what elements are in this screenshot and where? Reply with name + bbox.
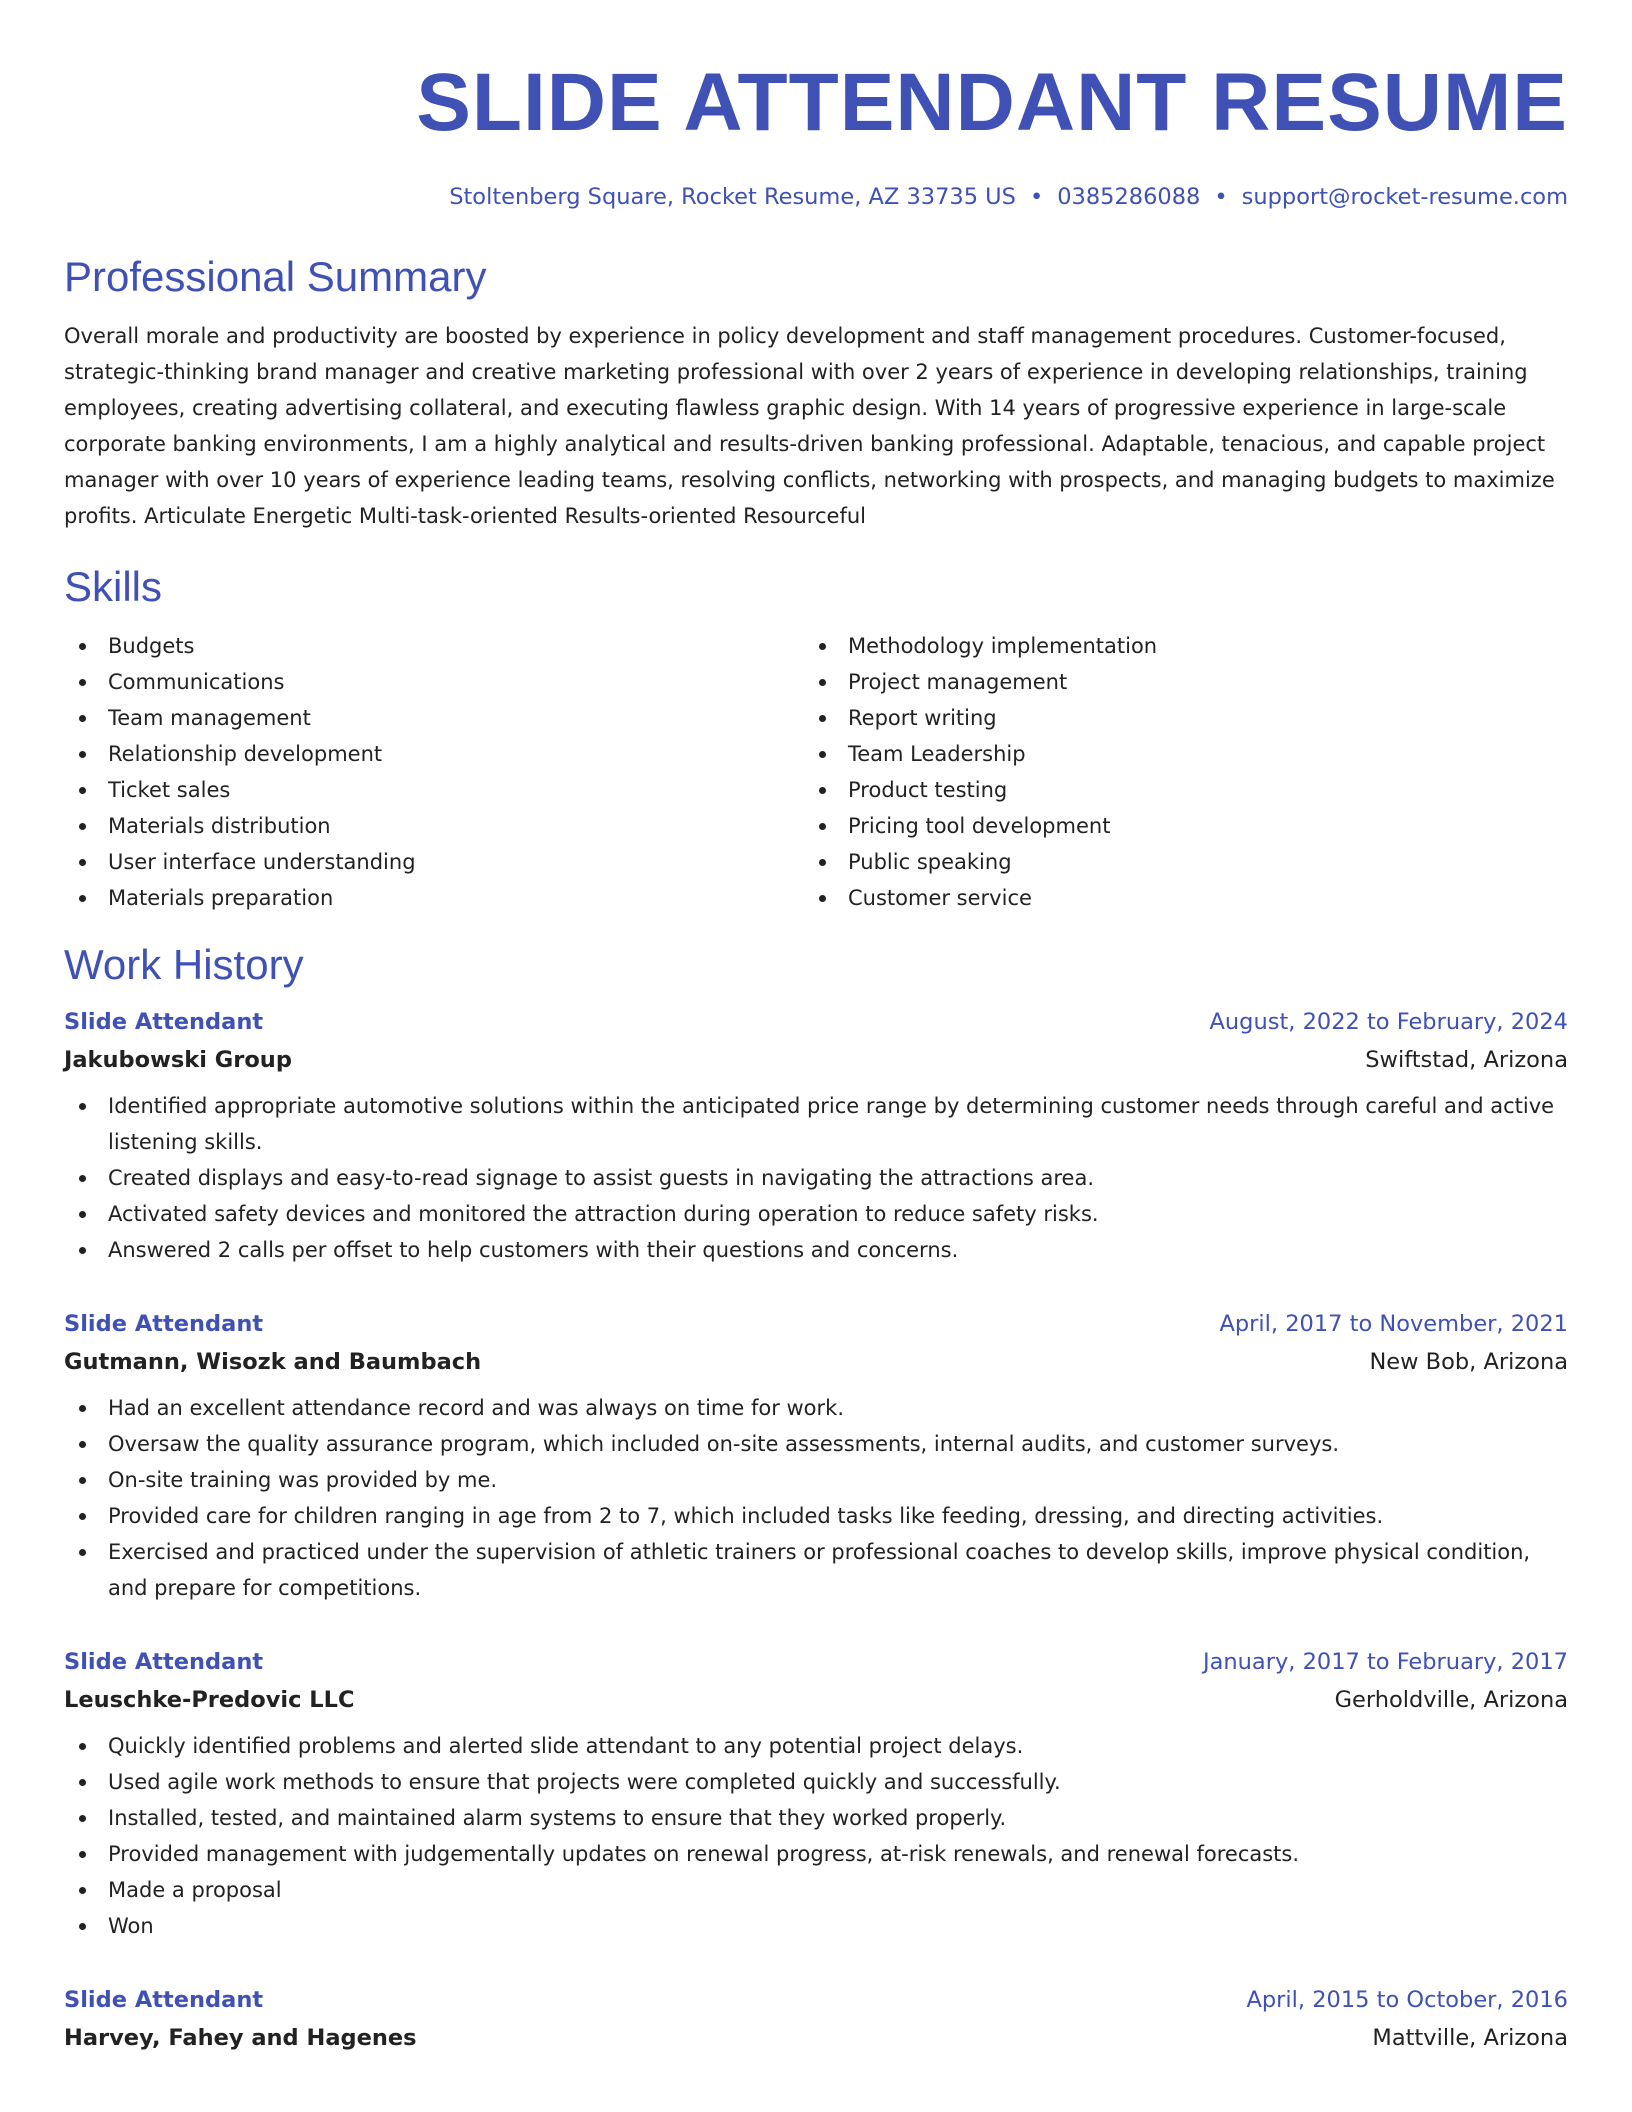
job-duty-item: Activated safety devices and monitored the attraction during operation to reduce safety risks. xyxy=(64,1196,1568,1232)
work-history-heading: Work History xyxy=(64,941,304,988)
job-duty-item: Had an excellent attendance record and was always on time for work. xyxy=(64,1390,1568,1426)
contact-separator: • xyxy=(1029,184,1044,210)
job-company: Gutmann, Wisozk and Baumbach xyxy=(64,1349,482,1375)
resume-header xyxy=(64,0,1568,212)
job-title: Slide Attendant xyxy=(64,1987,264,2013)
resume-title: SLIDE ATTENDANT RESUME xyxy=(416,57,1568,148)
job-dates: August, 2022 to February, 2024 xyxy=(1209,1009,1568,1035)
job-location: Mattville, Arizona xyxy=(1372,2025,1568,2051)
job-duties xyxy=(64,1390,1568,1606)
skill-item: Public speaking xyxy=(804,844,1544,880)
skill-item: Team Leadership xyxy=(804,736,1544,772)
skill-item: Communications xyxy=(64,664,804,700)
skill-item: Project management xyxy=(804,664,1544,700)
job-entry xyxy=(64,1646,1568,1944)
skill-item: Materials distribution xyxy=(64,808,804,844)
job-company: Jakubowski Group xyxy=(64,1047,292,1073)
job-location: Gerholdville, Arizona xyxy=(1334,1687,1568,1713)
job-duty-item: Answered 2 calls per offset to help customers with their questions and concerns. xyxy=(64,1232,1568,1268)
job-title: Slide Attendant xyxy=(64,1311,264,1337)
job-title: Slide Attendant xyxy=(64,1649,264,1675)
skill-item: Materials preparation xyxy=(64,880,804,916)
job-entry xyxy=(64,1984,1568,2054)
job-entry xyxy=(64,1308,1568,1606)
contact-line xyxy=(64,182,1568,212)
job-location: New Bob, Arizona xyxy=(1369,1349,1568,1375)
job-duty-item: Quickly identified problems and alerted slide attendant to any potential project delays. xyxy=(64,1728,1568,1764)
skill-item: Customer service xyxy=(804,880,1544,916)
job-duties xyxy=(64,1088,1568,1268)
summary-heading: Professional Summary xyxy=(64,253,487,300)
contact-separator: • xyxy=(1214,184,1228,210)
job-location: Swiftstad, Arizona xyxy=(1365,1047,1568,1073)
skill-item: Report writing xyxy=(804,700,1544,736)
job-title: Slide Attendant xyxy=(64,1009,264,1035)
job-duty-item: Created displays and easy-to-read signage to assist guests in navigating the attractions area. xyxy=(64,1160,1568,1196)
job-company: Harvey, Fahey and Hagenes xyxy=(64,2025,417,2051)
skill-item: Methodology implementation xyxy=(804,628,1544,664)
job-duty-item: Installed, tested, and maintained alarm systems to ensure that they worked properly. xyxy=(64,1800,1568,1836)
skill-item: Team management xyxy=(64,700,804,736)
job-duty-item: Won xyxy=(64,1908,1568,1944)
skills-column-right xyxy=(804,628,1544,916)
job-duty-item: Exercised and practiced under the supervision of athletic trainers or professional coaches to develop skills, improve physical condition, and prepare for competitions. xyxy=(64,1534,1568,1606)
contact-address: Stoltenberg Square, Rocket Resume, AZ 33735 US xyxy=(449,184,1016,210)
skills-column-left xyxy=(64,628,804,916)
job-duty-item: On-site training was provided by me. xyxy=(64,1462,1568,1498)
skill-item: Pricing tool development xyxy=(804,808,1544,844)
skills-heading: Skills xyxy=(64,563,163,610)
skills-list xyxy=(64,628,1568,916)
job-duty-item: Made a proposal xyxy=(64,1872,1568,1908)
job-duty-item: Oversaw the quality assurance program, which included on-site assessments, internal audits, and customer surveys. xyxy=(64,1426,1568,1462)
job-dates: April, 2015 to October, 2016 xyxy=(1246,1987,1568,2013)
job-duty-item: Provided management with judgementally updates on renewal progress, at-risk renewals, and renewal forecasts. xyxy=(64,1836,1568,1872)
job-duty-item: Provided care for children ranging in age from 2 to 7, which included tasks like feeding, dressing, and directing activities. xyxy=(64,1498,1568,1534)
job-duties xyxy=(64,1728,1568,1944)
job-company: Leuschke-Predovic LLC xyxy=(64,1687,355,1713)
job-entry xyxy=(64,1006,1568,1268)
contact-email: support@rocket-resume.com xyxy=(1241,184,1568,210)
job-dates: April, 2017 to November, 2021 xyxy=(1219,1311,1568,1337)
skill-item: Product testing xyxy=(804,772,1544,808)
skill-item: User interface understanding xyxy=(64,844,804,880)
job-dates: January, 2017 to February, 2017 xyxy=(1202,1649,1568,1675)
contact-phone: 0385286088 xyxy=(1057,184,1201,210)
job-duty-item: Used agile work methods to ensure that projects were completed quickly and successfully. xyxy=(64,1764,1568,1800)
job-duty-item: Identified appropriate automotive solutions within the anticipated price range by determining customer needs through careful and active listening skills. xyxy=(64,1088,1568,1160)
skill-item: Relationship development xyxy=(64,736,804,772)
summary-text: Overall morale and productivity are boosted by experience in policy development and staff management procedures. Customer-focused, strategic-thinking brand manager and creative marketing professional with over 2 years of experience in developing relationships, training employees, creating advertising collateral, and executing flawless graphic design. With 14 years of progressive experience in large-scale corporate banking environments, I am a highly analytical and results-driven banking professional. Adaptable, tenacious, and capable project manager with over 10 years of experience leading teams, resolving conflicts, networking with prospects, and managing budgets to maximize profits. Articulate Energetic Multi-task-oriented Results-oriented Resourceful xyxy=(64,324,1555,528)
skill-item: Ticket sales xyxy=(64,772,804,808)
skill-item: Budgets xyxy=(64,628,804,664)
